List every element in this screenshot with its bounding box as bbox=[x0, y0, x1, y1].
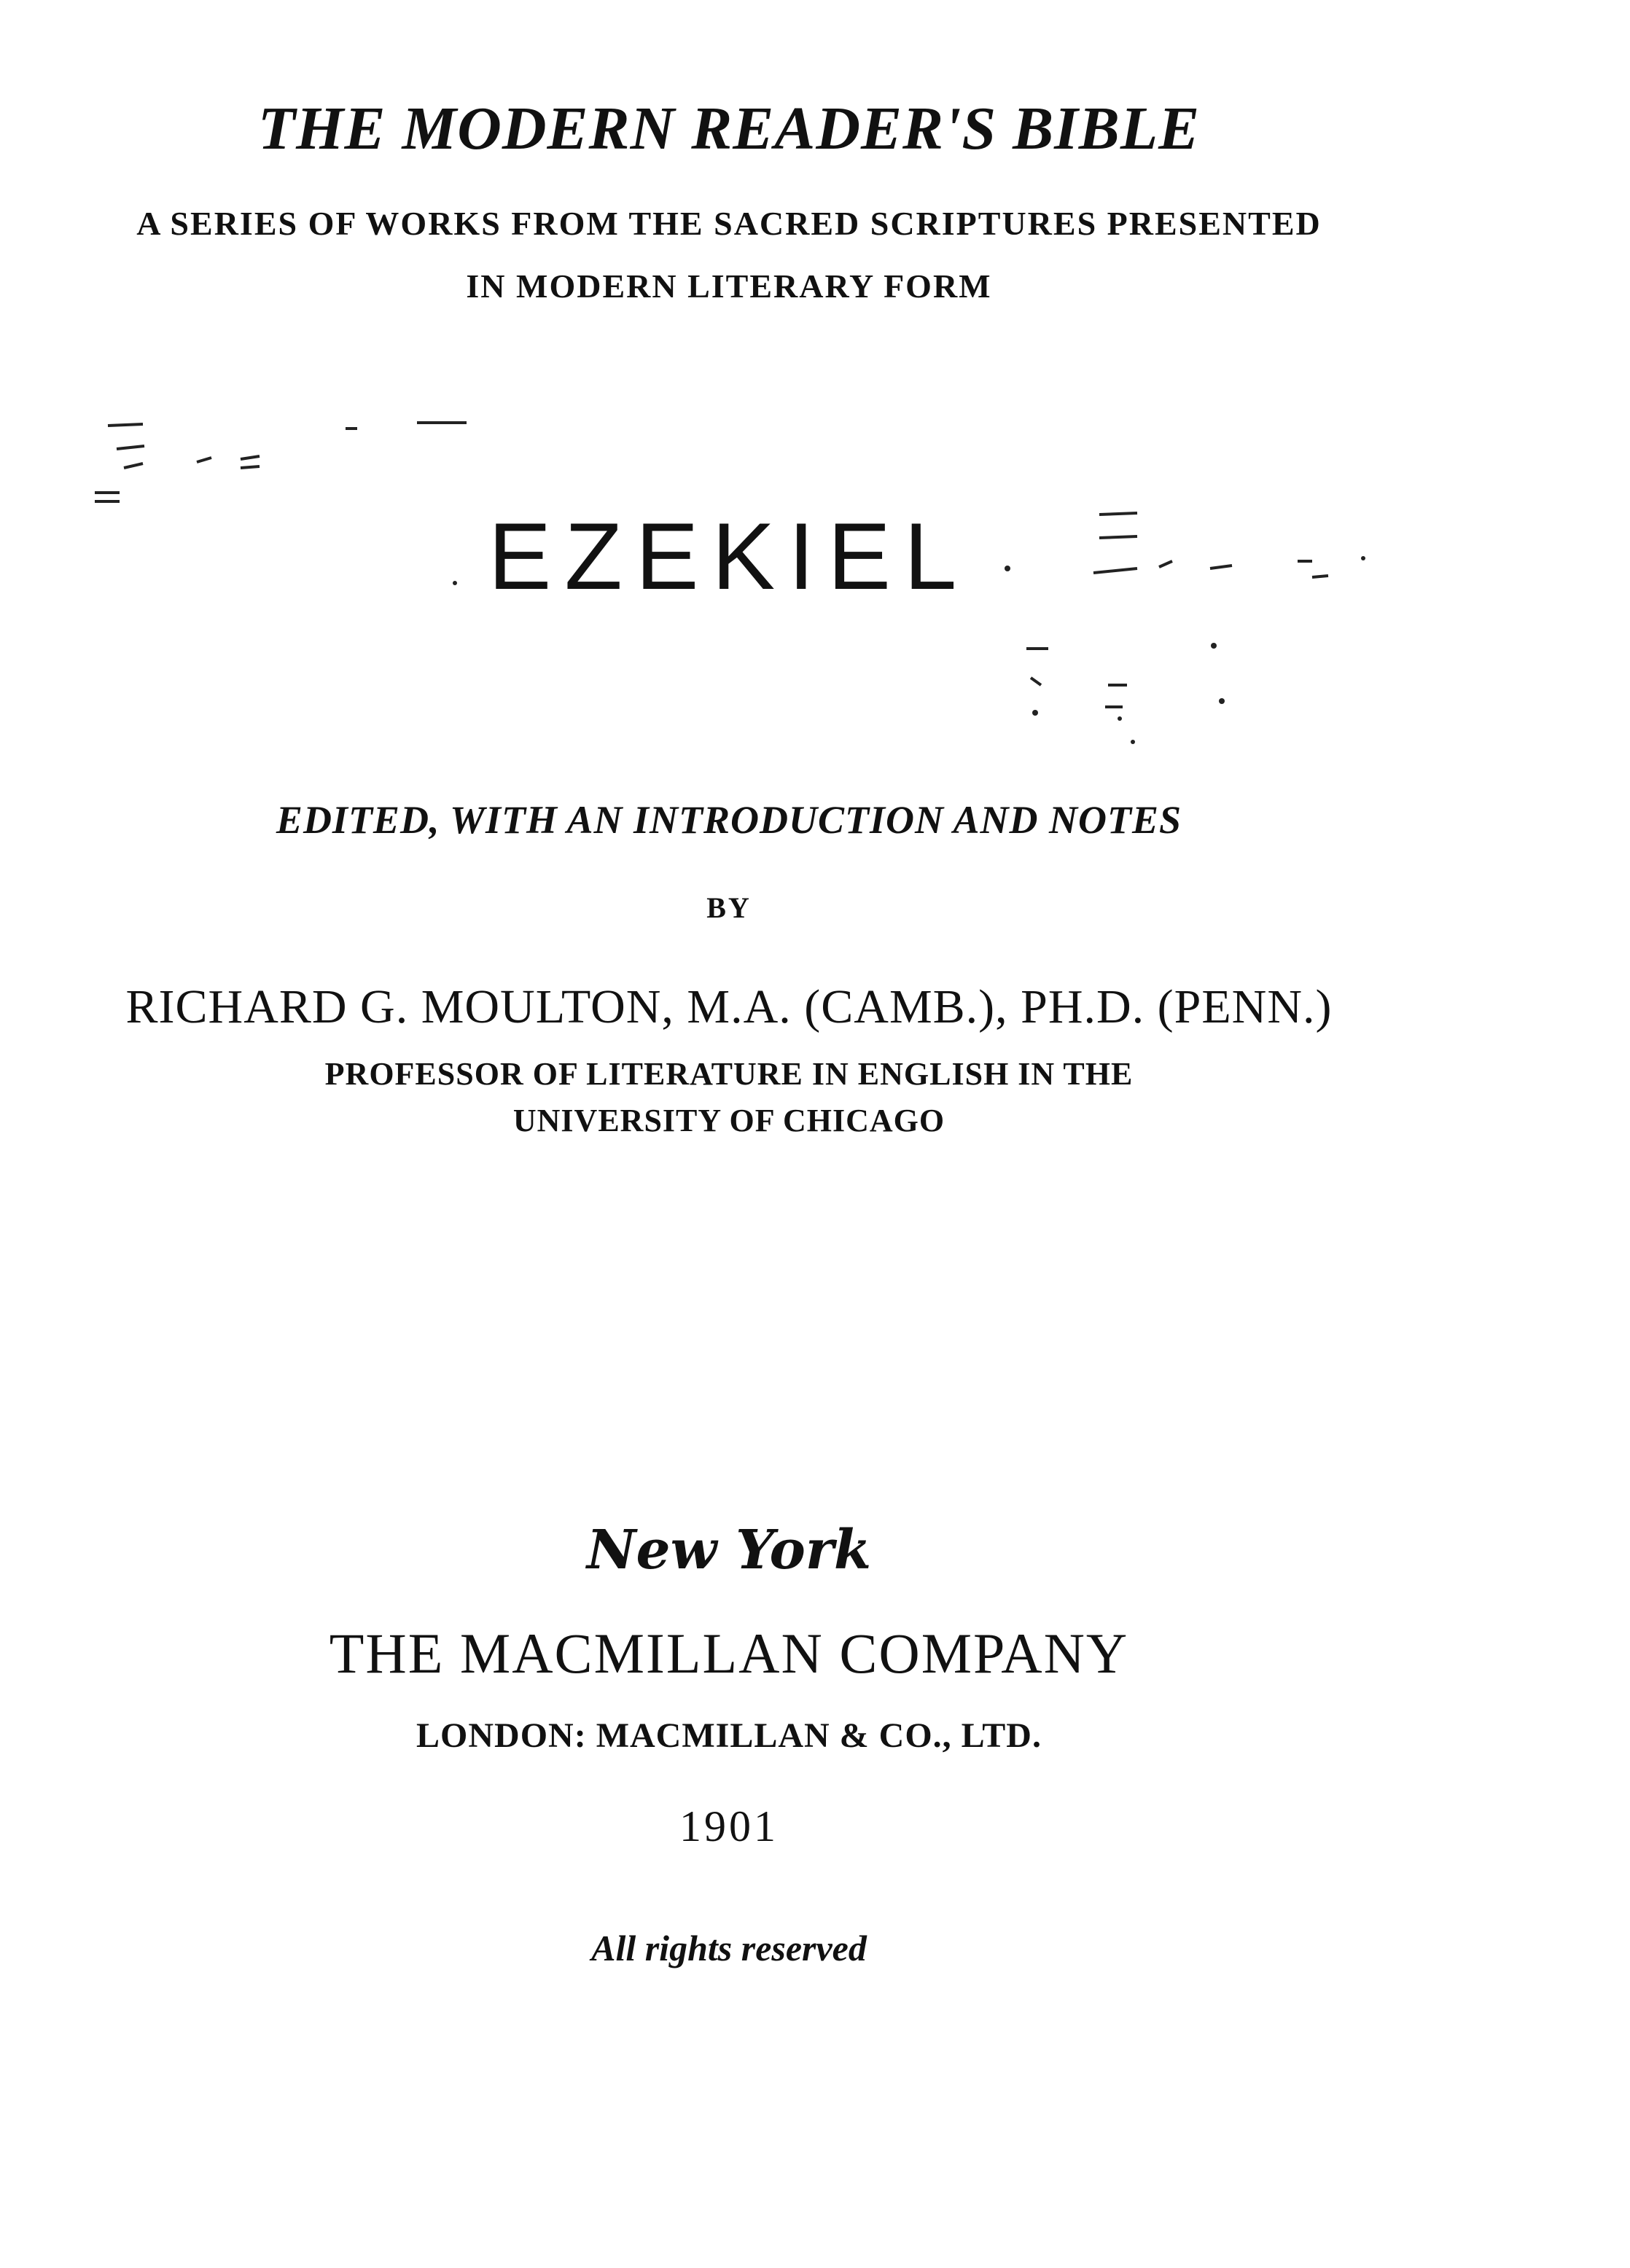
london-publisher: LONDON: MACMILLAN & CO., LTD. bbox=[416, 1716, 1042, 1755]
edited-with-line: EDITED, WITH AN INTRODUCTION AND NOTES bbox=[276, 798, 1182, 842]
publisher-name: THE MACMILLAN COMPANY bbox=[329, 1622, 1129, 1685]
publication-place: New York bbox=[586, 1519, 872, 1581]
author-name: RICHARD G. MOULTON, M.A. (CAMB.), PH.D. (PENN.) bbox=[125, 980, 1333, 1033]
book-title: EZEKIEL bbox=[488, 503, 970, 609]
publication-year: 1901 bbox=[679, 1802, 779, 1850]
series-description-line-2: IN MODERN LITERARY FORM bbox=[466, 267, 992, 305]
series-title: THE MODERN READER'S BIBLE bbox=[257, 95, 1201, 163]
author-position-line-1: PROFESSOR OF LITERATURE IN ENGLISH IN THE bbox=[324, 1056, 1134, 1092]
author-position-line-2: UNIVERSITY OF CHICAGO bbox=[512, 1103, 945, 1138]
series-description-line-1: A SERIES OF WORKS FROM THE SACRED SCRIPTURES PRESENTED bbox=[136, 205, 1322, 242]
rights-notice: All rights reserved bbox=[591, 1928, 867, 1968]
by-line: BY bbox=[706, 891, 752, 924]
